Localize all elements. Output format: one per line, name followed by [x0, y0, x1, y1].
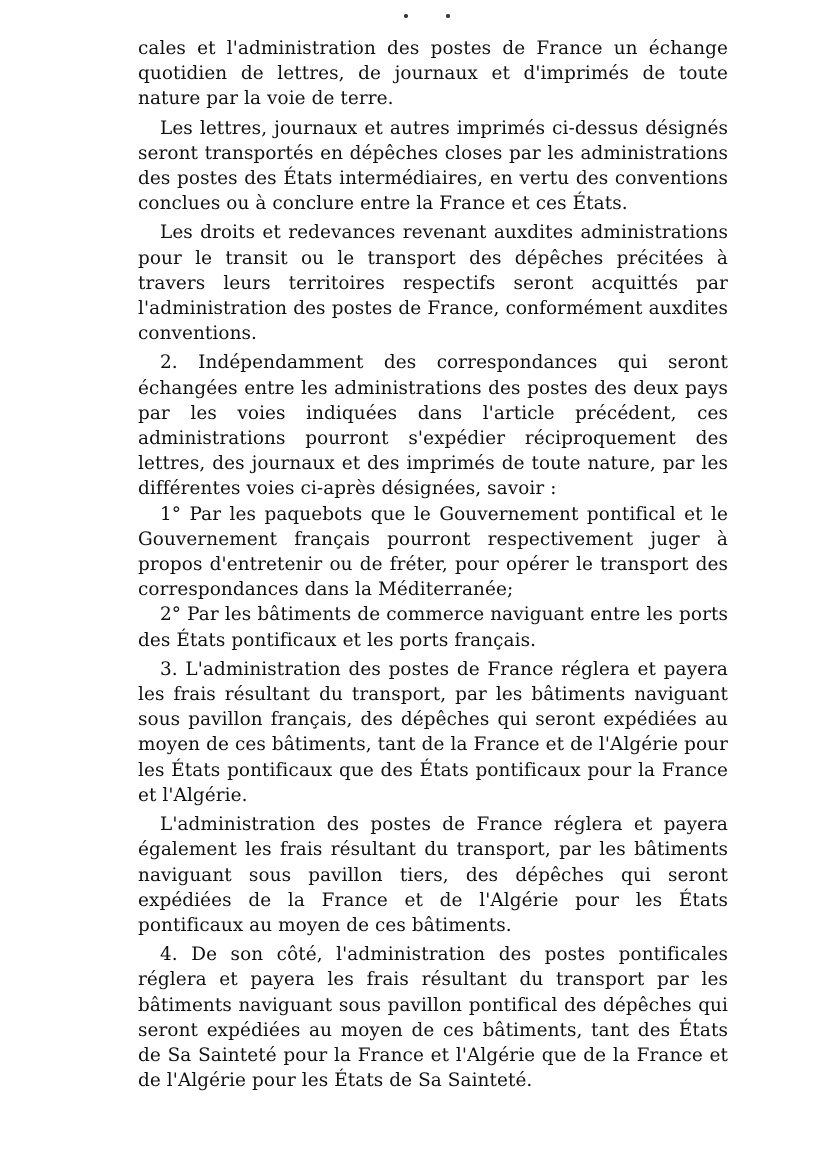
article-3: 3. L'administration des postes de France réglera et payera les frais résultant du transport, par les bâtiments naviguant sous pavillon français, des dépêches qui seront expédiées au moyen de ces bâtiments, tant de la France et de l'Algérie pour les États pontificaux que des États pontificaux pour la France et l'Algérie. — [138, 658, 728, 806]
page-top-mark — [400, 14, 460, 26]
paragraph-letters-transport: Les lettres, journaux et autres imprimés ci-dessus désignés seront transportés en dépêches closes par les administrations des postes des États intermédiaires, en vertu des conventions conclues ou à conclure entre la France et ces États. — [138, 117, 728, 215]
article-2: 2. Indépendamment des correspondances qui seront échangées entre les administrations des postes des deux pays par les voies indiquées dans l'article précédent, ces administrations pourront s'expédier réciproquement des lettres, des journaux et des imprimés de toute nature, par les différentes voies ci-après désignées, savoir : — [138, 352, 728, 500]
paragraph-droits-redevances: Les droits et redevances revenant auxdites administrations pour le transit ou le transport des dépêches précitées à travers leurs territoires respectifs seront acquittés par l'administration des postes de France, conformément auxdites conventions. — [138, 222, 728, 345]
text-column — [138, 36, 728, 1093]
list-item-paquebots: 1° Par les paquebots que le Gouvernement pontifical et le Gouvernement français pourront respectivement juger à propos d'entretenir ou de fréter, pour opérer le transport des correspondances dans la Méditerranée; — [138, 503, 728, 601]
paragraph-pavillon-tiers: L'administration des postes de France réglera et payera également les frais résultant du transport, par les bâtiments naviguant sous pavillon tiers, des dépêches qui seront expédiées de la France et de l'Algérie pour les États pontificaux au moyen de ces bâtiments. — [138, 814, 728, 936]
paragraph-continuation: cales et l'administration des postes de France un échange quotidien de lettres, de journaux et d'imprimés de toute nature par la voie de terre. — [138, 38, 728, 110]
list-item-batiments-commerce: 2° Par les bâtiments de commerce naviguant entre les ports des États pontificaux et les ports français. — [138, 604, 728, 651]
article-4: 4. De son côté, l'administration des postes pontificales réglera et payera les frais résultant du transport par les bâtiments naviguant sous pavillon pontifical des dépêches qui seront expédiées au moyen de ces bâtiments, tant des États de Sa Sainteté pour la France et l'Algérie que de la France et de l'Algérie pour les États de Sa Sainteté. — [138, 944, 728, 1092]
